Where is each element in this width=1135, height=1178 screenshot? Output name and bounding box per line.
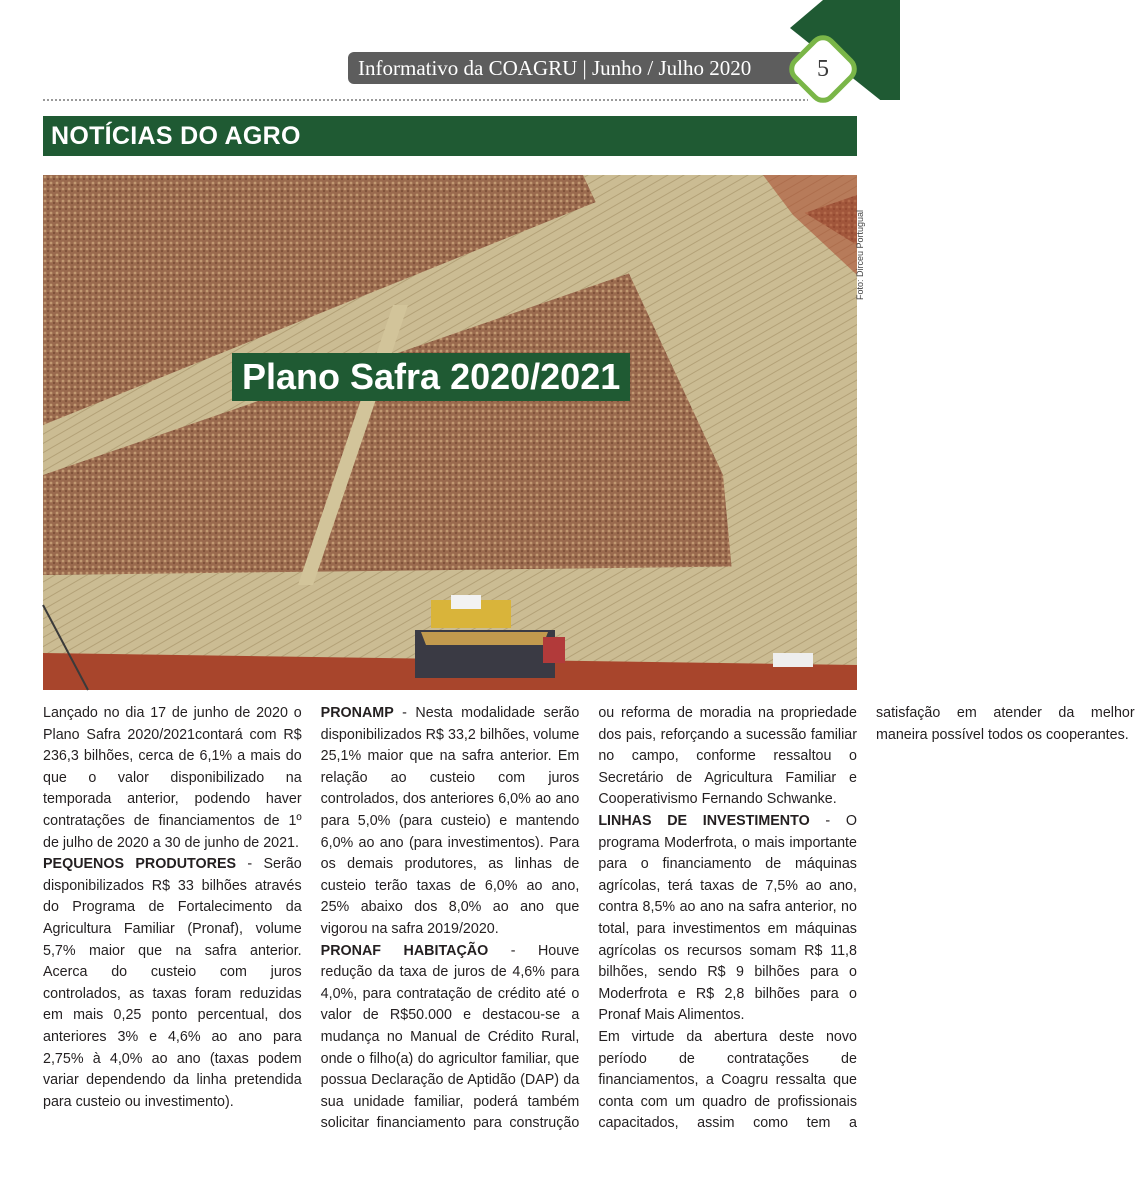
aerial-field-illustration [43, 175, 857, 690]
subheading-pronaf-habitacao: PRONAF HABITAÇÃO [320, 942, 489, 959]
article-paragraph-pequenos-produtores [43, 854, 302, 1113]
subheading-pequenos-produtores: PEQUENOS PRODUTORES [43, 856, 237, 873]
article-text: - Nesta modalidade serão disponibilizados R$ 33,2 bilhões, volume 25,1% maior que na safra anterior. Em relação ao custeio com juros controlados, dos anteriores 6,0% ao ano para 5,0% (para custeio) e mantendo 6,0% ao ano (para investimentos). Para os demais produtores, as linhas de custeio terão taxas de 6,0% ao ano, 25% abaixo dos 8,0% ao ano que vigorou na safra 2019/2020. [320, 705, 580, 937]
page-number: 5 [817, 56, 829, 82]
article-text: - O programa Moderfrota, o mais importante para o financiamento de máquinas agrícolas, terá taxas de 7,5% ao ano, contra 8,5% ao ano na safra anterior, no total, para investimentos em máquinas agrícolas os recursos somam R$ 11,8 bilhões, sendo R$ 9 bilhões para o Moderfrota e R$ 2,8 bilhões para o Pronaf Mais Alimentos. [598, 812, 857, 1024]
photo-title: Plano Safra 2020/2021 [232, 353, 630, 401]
publication-header: Informativo da COAGRU | Junho / Julho 2020 [348, 52, 803, 84]
article-paragraph-closing: Em virtude da abertura deste novo período de contratações de financiamentos, a Coagru ressalta que conta com um quadro de profissionais capacitados, assim como tem a satisfação em atender da melhor maneira possível todos os cooperantes. [598, 705, 1135, 1132]
article-paragraph-intro: Lançado no dia 17 de junho de 2020 o Plano Safra 2020/2021contará com R$ 236,3 bilhões, cerca de 6,1% a mais do que o valor disponibilizado na temporada anterior, podendo haver contratações de financiamentos de 1º de julho de 2020 a 30 de junho de 2021. [43, 705, 302, 851]
article-flow [43, 703, 1135, 1143]
article-paragraph-pronamp [321, 703, 580, 941]
header-divider [43, 99, 808, 101]
photo-credit: Foto: Dirceu Portugual [855, 209, 865, 300]
article-body [43, 703, 1135, 1143]
subheading-linhas-investimento: LINHAS DE INVESTIMENTO [598, 812, 810, 829]
crop-field-photo [43, 175, 857, 690]
article-paragraph-linhas-investimento [598, 811, 857, 1027]
article-text: - Serão disponibilizados R$ 33 bilhões através do Programa de Fortalecimento da Agricultura Familiar (Pronaf), volume 5,7% maior que na safra anterior. Acerca do custeio com juros controlados, as taxas foram reduzidas em mais 0,25 ponto percentual, dos anteriores 3% e 4,6% ao ano para 2,75% à 4,0% ao ano (taxas podem variar dependendo da linha pretendida para custeio ou investimento). [43, 856, 302, 1110]
article-text: - Houve redução da taxa de juros de 4,6% para 4,0%, para contratação de crédito até o valor de R$50.000 e destacou-se a mudança no Manual de Crédito Rural, onde o filho(a) do agricultor familiar, que possua Declaração de Aptidão (DAP) da sua unidade familiar, poderá também solicitar financiamento para construção ou reforma de moradia na propriedade dos pais, reforçando a sucessão familiar no campo, conforme ressaltou o Secretário de Agricultura Familiar e Cooperativismo Fernando Schwanke. [320, 705, 857, 1132]
section-title: NOTÍCIAS DO AGRO [43, 116, 857, 156]
subheading-pronamp: PRONAMP [320, 705, 394, 721]
